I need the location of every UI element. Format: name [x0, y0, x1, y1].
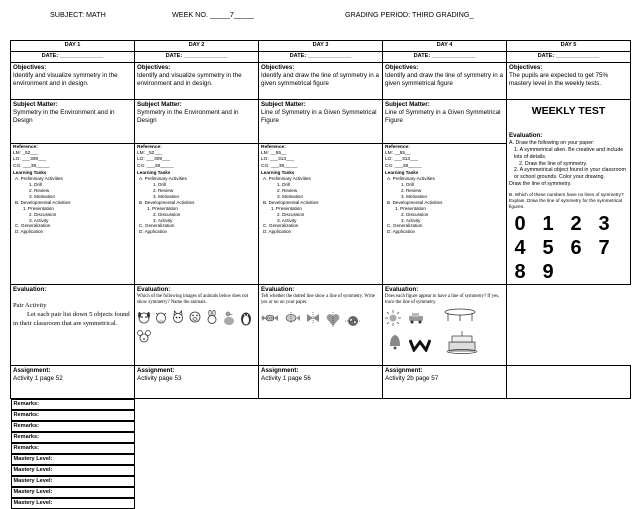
- digit-1: 1: [542, 213, 554, 236]
- task-item: C. Generalization: [263, 223, 299, 229]
- task-item: C. Generalization: [139, 223, 175, 229]
- digit-8: 8: [514, 261, 526, 284]
- objectives-label: Objectives:: [509, 64, 543, 71]
- subject-matter-label: Subject Matter:: [13, 101, 58, 108]
- eval-line: B. Which of these numbers have no lines of symmetry? Explain. Draw the line of symmetry for the symmetrical figures.: [509, 192, 624, 210]
- pig-image: [188, 310, 202, 324]
- lesson-plan-table: [10, 40, 631, 509]
- eval-line: 2. A symmetrical object found in your classroom or school grounds. Color your drawing.: [514, 167, 626, 181]
- day-header-row: [11, 41, 631, 52]
- task-item: A. Preliminary Activities: [15, 175, 63, 181]
- subject-matter-label: Subject Matter:: [385, 101, 430, 108]
- reference-lm: LM: _52___: [13, 151, 39, 157]
- evaluation-label: Evaluation:: [13, 286, 47, 294]
- day-5-evaluation: [509, 140, 628, 210]
- ladybug-figure: [345, 312, 361, 328]
- evaluation-text: Which of the following images of animals below does not show symmetry? Name the animals.: [137, 294, 249, 306]
- task-item: 2. Review: [153, 187, 174, 193]
- day-4-date: DATE: ______________: [383, 52, 507, 63]
- reference-label: Reference:: [13, 144, 38, 150]
- page-header: [0, 10, 638, 24]
- day-2-evaluation: [135, 285, 259, 366]
- day-1-assignment: [11, 366, 135, 399]
- day-5-header: DAY 5: [507, 41, 631, 52]
- digits-grid: [509, 213, 628, 283]
- task-item: 3. Motivation: [29, 193, 56, 199]
- heart-figure: [325, 312, 341, 328]
- task-item: 1. Presentation: [147, 205, 178, 211]
- cow-image: [154, 310, 168, 324]
- day-2-objectives: [135, 63, 259, 100]
- evaluation-label: Evaluation:: [261, 286, 295, 294]
- task-item: B. Developmental Activities: [139, 199, 195, 205]
- task-item: 3. Activity: [401, 217, 421, 223]
- day-4-evaluation: [383, 285, 507, 366]
- objectives-text: Identify and draw the line of symmetry in a given symmetrical figure: [385, 71, 503, 88]
- task-item: C. Generalization: [15, 223, 51, 229]
- assignment-label: Assignment:: [261, 367, 299, 375]
- day-2-date: DATE: ______________: [135, 52, 259, 63]
- task-item: A. Preliminary Activities: [263, 175, 311, 181]
- subject-matter-label: Subject Matter:: [137, 101, 182, 108]
- task-item: D. Application: [263, 229, 292, 235]
- animal-images: [137, 310, 256, 343]
- day-4-mastery: Mastery Level:: [11, 487, 135, 498]
- task-item: 2. Review: [401, 187, 422, 193]
- task-item: 2. Discussion: [277, 211, 305, 217]
- day-3-mastery: Mastery Level:: [11, 476, 135, 487]
- day-2-header: DAY 2: [135, 41, 259, 52]
- day-3-evaluation: [259, 285, 383, 366]
- task-item: 2. Discussion: [153, 211, 181, 217]
- digit-9: 9: [542, 261, 554, 284]
- assignment-text: Activity 2b page 57: [385, 375, 439, 383]
- subject-matter-text: Line of Symmetry in a Given Symmetrical Figure: [261, 108, 377, 125]
- assignment-text: Activity page 53: [137, 375, 182, 383]
- week-number: WEEK NO. _____7_____: [172, 10, 254, 19]
- reference-label: Reference:: [385, 144, 410, 150]
- objectives-label: Objectives:: [261, 64, 295, 71]
- digit-7: 7: [598, 237, 610, 260]
- digit-0: 0: [514, 213, 526, 236]
- cake-figure: [445, 330, 479, 354]
- task-item: 1. Presentation: [271, 205, 302, 211]
- assignment-label: Assignment:: [385, 367, 423, 375]
- learning-tasks-label: Learning Tasks: [261, 169, 295, 175]
- day-5-objectives: [507, 63, 631, 100]
- digit-5: 5: [542, 237, 554, 260]
- day-5-remarks: Remarks:: [11, 443, 135, 454]
- task-item: 1. Presentation: [23, 205, 54, 211]
- eval-line: 1. A symmetrical alien. Be creative and include lots of details.: [514, 146, 624, 160]
- objectives-row: [11, 63, 631, 100]
- day-4-reference: [383, 143, 507, 285]
- day-1-objectives: [11, 63, 135, 100]
- subject-label: SUBJECT: MATH: [50, 10, 106, 19]
- symmetry-figures: [385, 308, 504, 358]
- remarks-row: [11, 399, 631, 454]
- digit-3: 3: [598, 213, 610, 236]
- day-1-mastery: Mastery Level:: [11, 454, 135, 465]
- objectives-text: The pupils are expected to get 75% mastery level in the weekly tests.: [509, 71, 609, 88]
- assignment-text: Activity 1 page 52: [13, 375, 63, 383]
- reference-label: Reference:: [137, 144, 162, 150]
- evaluation-label: Evaluation:: [385, 286, 419, 294]
- mouse-image: [137, 329, 151, 343]
- eval-line: 2. Draw the line of symmetry.: [519, 160, 588, 167]
- objectives-text: Identify and draw the line of symmetry in a given symmetrical figure: [261, 71, 379, 88]
- task-item: 1. Drill: [153, 181, 167, 187]
- day-5-date: DATE: ______________: [507, 52, 631, 63]
- day-1-header: DAY 1: [11, 41, 135, 52]
- objectives-text: Identify and visualize symmetry in the environment and in design.: [13, 71, 118, 88]
- evaluation-label: Evaluation:: [509, 132, 543, 140]
- digit-2: 2: [570, 213, 582, 236]
- sun-figure: [385, 310, 401, 326]
- digit-4: 4: [514, 237, 526, 260]
- learning-tasks-label: Learning Tasks: [385, 169, 419, 175]
- cat-image: [171, 310, 185, 324]
- day-5-weekly-test-cell: [507, 100, 631, 285]
- day-2-subject-matter: [135, 100, 259, 144]
- objectives-text: Identify and visualize symmetry in the environment and in design.: [137, 71, 242, 88]
- task-item: 3. Motivation: [277, 193, 304, 199]
- subject-matter-text: Symmetry in the Environment and in Design: [137, 108, 239, 125]
- day-3-objectives: [259, 63, 383, 100]
- date-row: [11, 52, 631, 63]
- assignment-text: Activity 1 page 56: [261, 375, 311, 383]
- day-3-subject-matter: [259, 100, 383, 144]
- task-item: 1. Drill: [277, 181, 291, 187]
- evaluation-row: [11, 285, 631, 366]
- task-item: D. Application: [139, 229, 168, 235]
- dotted-line-figures: [261, 312, 380, 328]
- reference-label: Reference:: [261, 144, 286, 150]
- dog-image: [137, 310, 151, 324]
- day-2-reference: [135, 143, 259, 285]
- evaluation-text: Does each figure appear to have a line of symmetry? If yes, trace the line of symmetry.: [385, 294, 500, 306]
- task-item: 1. Drill: [29, 181, 43, 187]
- reference-cg: CG: ___38_____: [261, 163, 298, 169]
- letter-w-figure: [409, 338, 431, 352]
- bow-figure: [305, 312, 321, 324]
- day-5-mastery: Mastery Level:: [11, 498, 135, 509]
- day-1-evaluation: [11, 285, 135, 366]
- assignment-label: Assignment:: [137, 367, 175, 375]
- bell-figure: [387, 332, 403, 350]
- task-item: B. Developmental Activities: [387, 199, 443, 205]
- reference-lg: LG: ___313___: [261, 157, 295, 163]
- task-item: 3. Motivation: [153, 193, 180, 199]
- day-3-date: DATE: ______________: [259, 52, 383, 63]
- objectives-label: Objectives:: [137, 64, 171, 71]
- task-item: 3. Motivation: [401, 193, 428, 199]
- pair-activity-text: Let each pair list down 5 objects found in their classroom that are symmetrical.: [13, 310, 130, 327]
- day-2-assignment: [135, 366, 259, 399]
- reference-lm: LM: __55__: [385, 151, 411, 157]
- day-4-remarks: Remarks:: [11, 432, 135, 443]
- evaluation-label: Evaluation:: [137, 286, 171, 294]
- reference-lg: LG: ___313___: [385, 157, 419, 163]
- day-1-remarks: Remarks:: [11, 399, 135, 410]
- task-item: 2. Discussion: [401, 211, 429, 217]
- learning-tasks-label: Learning Tasks: [13, 169, 47, 175]
- day-1-subject-matter: [11, 100, 135, 144]
- task-item: A. Preliminary Activities: [139, 175, 187, 181]
- pair-activity-title: Pair Activity: [13, 302, 47, 310]
- task-item: B. Developmental Activities: [263, 199, 319, 205]
- day-1-reference: [11, 143, 135, 285]
- task-item: 2. Discussion: [29, 211, 57, 217]
- learning-tasks-label: Learning Tasks: [137, 169, 171, 175]
- subject-matter-label: Subject Matter:: [261, 101, 306, 108]
- day-3-remarks: Remarks:: [11, 421, 135, 432]
- penguin-image: [239, 310, 253, 326]
- day-4-header: DAY 4: [383, 41, 507, 52]
- candy-figure: [261, 312, 279, 324]
- day-4-subject-matter: [383, 100, 507, 144]
- car-figure: [407, 312, 425, 324]
- reference-cg: CG: ___38_____: [13, 163, 50, 169]
- reference-lg: LG: ___309___: [13, 157, 47, 163]
- digit-6: 6: [570, 237, 582, 260]
- table-figure: [443, 308, 477, 322]
- task-item: C. Generalization: [387, 223, 423, 229]
- subject-matter-text: Symmetry in the Environment and in Design: [13, 108, 115, 125]
- task-item: 3. Activity: [153, 217, 173, 223]
- reference-cg: CG: ___38_____: [385, 163, 422, 169]
- assignment-label: Assignment:: [13, 367, 51, 375]
- day-3-header: DAY 3: [259, 41, 383, 52]
- subject-matter-row: [11, 100, 631, 144]
- eval-line: A. Draw the following on your paper:: [509, 139, 595, 146]
- day-2-remarks: Remarks:: [11, 410, 135, 421]
- objectives-label: Objectives:: [385, 64, 419, 71]
- weekly-test-title: WEEKLY TEST: [531, 105, 606, 117]
- objectives-label: Objectives:: [13, 64, 47, 71]
- subject-matter-text: Line of Symmetry in a Given Symmetrical Figure: [385, 108, 501, 125]
- grading-period: GRADING PERIOD: THIRD GRADING_: [345, 10, 474, 19]
- reference-lg: LG: ___309___: [137, 157, 171, 163]
- fish-figure: [283, 312, 301, 324]
- bunny-image: [205, 310, 219, 324]
- eval-line: Draw the line of symmetry.: [509, 181, 572, 188]
- day-2-mastery: Mastery Level:: [11, 465, 135, 476]
- day-3-assignment: [259, 366, 383, 399]
- task-item: D. Application: [15, 229, 44, 235]
- duck-image: [222, 310, 236, 326]
- task-item: 1. Presentation: [395, 205, 426, 211]
- task-item: A. Preliminary Activities: [387, 175, 435, 181]
- day-1-date: DATE: ______________: [11, 52, 135, 63]
- task-item: 2. Review: [29, 187, 50, 193]
- reference-lm: LM: __55__: [261, 151, 287, 157]
- task-item: 3. Activity: [29, 217, 49, 223]
- task-item: 1. Drill: [401, 181, 415, 187]
- reference-lm: LM: _52___: [137, 151, 163, 157]
- task-item: 2. Review: [277, 187, 298, 193]
- task-item: D. Application: [387, 229, 416, 235]
- reference-cg: CG: ___38_____: [137, 163, 174, 169]
- day-3-reference: [259, 143, 383, 285]
- day-4-assignment: [383, 366, 507, 399]
- evaluation-text: Tell whether the dotted line show a line of symmetry. Write yes or no on your paper.: [261, 294, 376, 306]
- assignment-row: [11, 366, 631, 399]
- task-item: 3. Activity: [277, 217, 297, 223]
- day-5-assignment: [507, 366, 631, 399]
- task-item: B. Developmental Activities: [15, 199, 71, 205]
- mastery-row: [11, 454, 631, 509]
- day-4-objectives: [383, 63, 507, 100]
